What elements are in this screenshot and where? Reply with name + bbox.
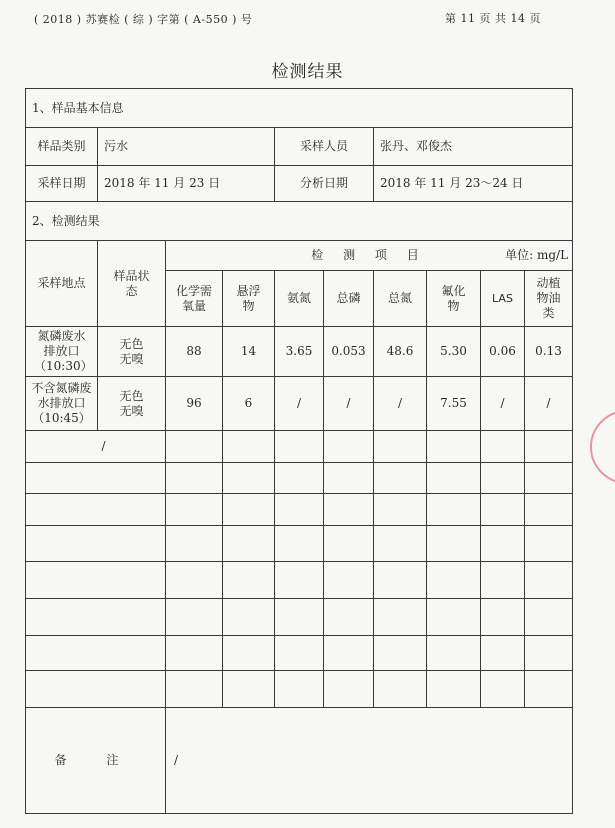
- item-header: 总氮: [374, 271, 427, 327]
- value-cell: 6: [223, 377, 275, 431]
- value-cell: 5.30: [427, 327, 481, 377]
- value-cell: 0.053: [324, 327, 374, 377]
- value-cell: 0.13: [525, 327, 573, 377]
- value-cell: 7.55: [427, 377, 481, 431]
- sampler-value: 张丹、邓俊杰: [374, 128, 573, 166]
- sampler-label: 采样人员: [275, 128, 374, 166]
- value-cell: 0.06: [481, 327, 525, 377]
- results-form: [25, 88, 573, 814]
- empty-row: [26, 562, 573, 599]
- empty-row: [26, 463, 573, 494]
- value-cell: /: [374, 377, 427, 431]
- empty-mark: /: [26, 431, 166, 463]
- table-row: [26, 377, 573, 431]
- value-cell: /: [275, 377, 324, 431]
- items-heading-cell: [166, 241, 573, 271]
- empty-row: [26, 431, 573, 463]
- empty-row: [26, 636, 573, 671]
- section-1-title: 1、样品基本信息: [26, 89, 573, 128]
- empty-row: [26, 494, 573, 526]
- table-row: [26, 327, 573, 377]
- item-header: 氟化物: [427, 271, 481, 327]
- item-header: 总磷: [324, 271, 374, 327]
- remarks-label-text: 备 注: [54, 753, 137, 767]
- sample-type-label: 样品类别: [26, 128, 98, 166]
- value-cell: 3.65: [275, 327, 324, 377]
- sample-date-label: 采样日期: [26, 166, 98, 202]
- value-cell: 48.6: [374, 327, 427, 377]
- page-indicator: 第 11 页 共 14 页: [445, 12, 541, 25]
- analysis-date-value: 2018 年 11 月 23～24 日: [374, 166, 573, 202]
- item-header: 动植物油类: [525, 271, 573, 327]
- location-header: 采样地点: [26, 241, 98, 327]
- item-header: 悬浮物: [223, 271, 275, 327]
- value-cell: 14: [223, 327, 275, 377]
- value-cell: /: [481, 377, 525, 431]
- value-cell: 88: [166, 327, 223, 377]
- items-heading: 检 测 项 目: [311, 248, 427, 262]
- item-header: LAS: [481, 271, 525, 327]
- value-cell: 96: [166, 377, 223, 431]
- official-seal: [590, 410, 615, 484]
- empty-row: [26, 671, 573, 708]
- state-cell: 无色无嗅: [98, 327, 166, 377]
- item-header: 氨氮: [275, 271, 324, 327]
- page-title: 检测结果: [271, 62, 344, 82]
- empty-row: [26, 526, 573, 562]
- state-header: 样品状态: [98, 241, 166, 327]
- document-number: ( 2018 ) 苏赛检 ( 综 ) 字第 ( A-550 ) 号: [34, 13, 253, 26]
- location-cell: 不含氮磷废水排放口（10:45）: [26, 377, 98, 431]
- state-cell: 无色无嗅: [98, 377, 166, 431]
- value-cell: /: [324, 377, 374, 431]
- item-header: 化学需氧量: [166, 271, 223, 327]
- remarks-value: /: [166, 708, 573, 814]
- sample-date-value: 2018 年 11 月 23 日: [98, 166, 275, 202]
- section-2-title: 2、检测结果: [26, 202, 573, 241]
- analysis-date-label: 分析日期: [275, 166, 374, 202]
- unit-label: 单位: mg/L: [505, 248, 569, 262]
- value-cell: /: [525, 377, 573, 431]
- location-cell: 氮磷废水排放口（10:30）: [26, 327, 98, 377]
- empty-row: [26, 599, 573, 636]
- sample-type-value: 污水: [98, 128, 275, 166]
- remarks-label: [26, 708, 166, 814]
